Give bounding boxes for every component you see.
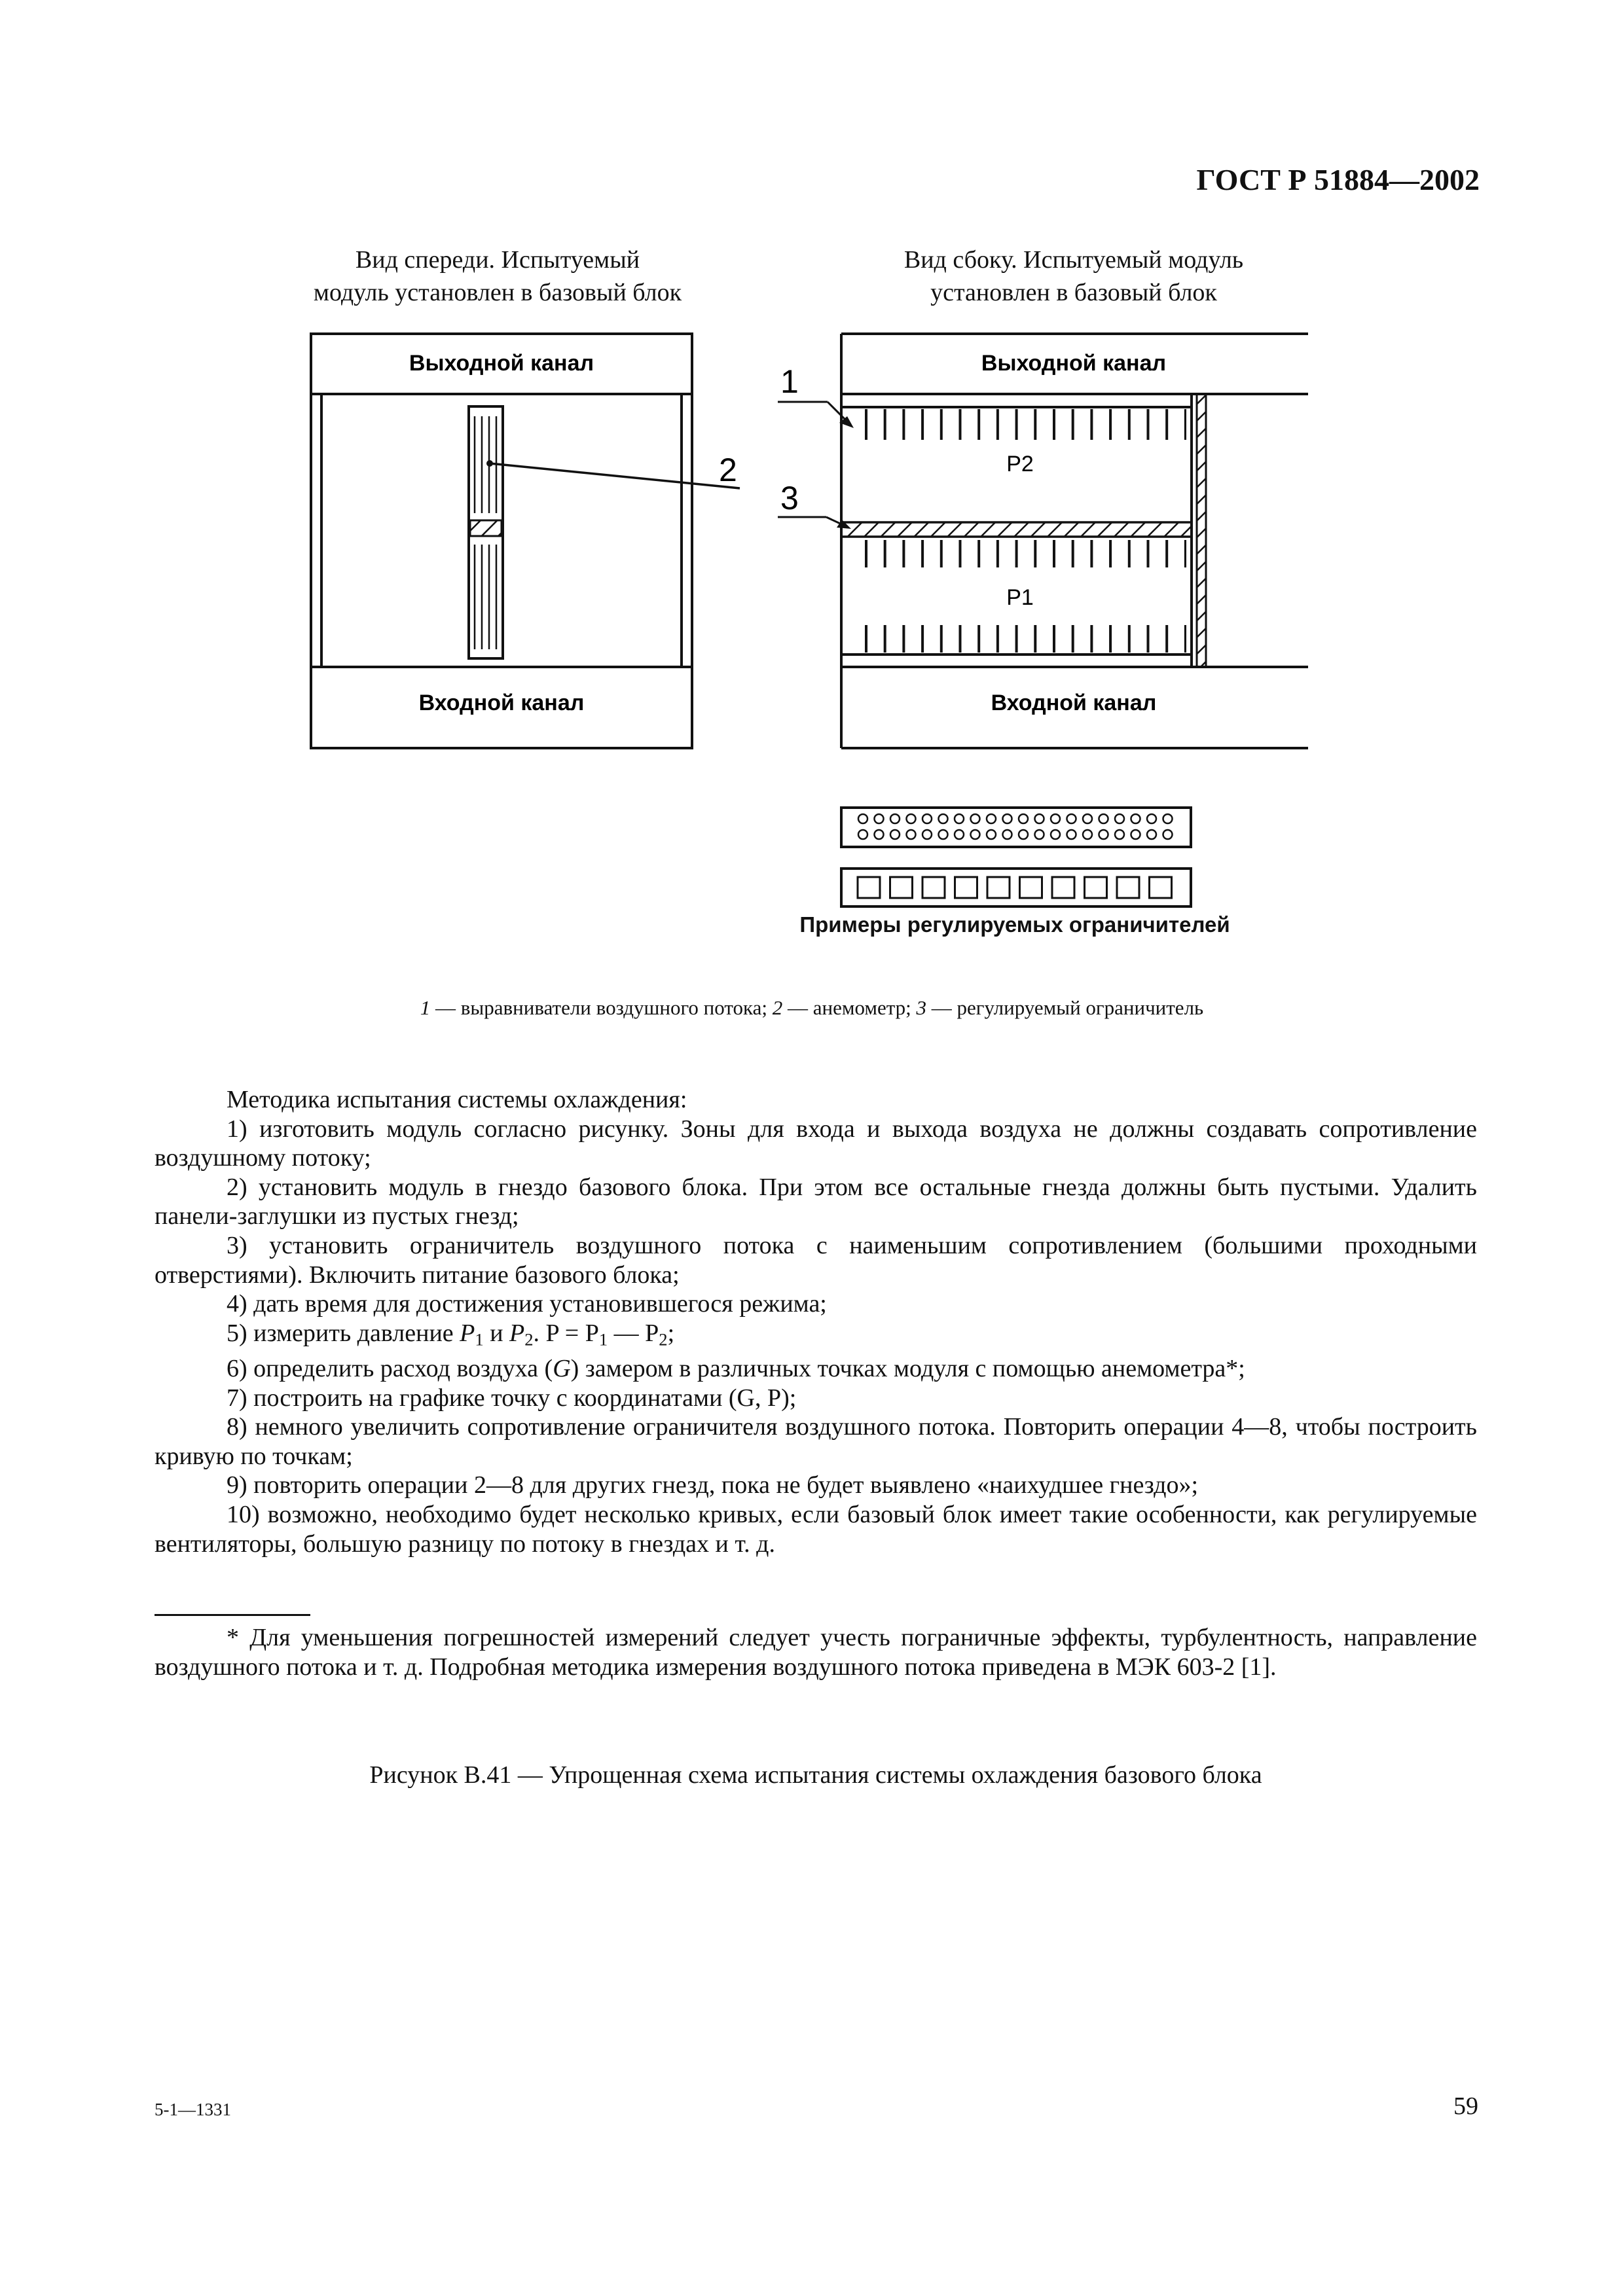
- pressure-p1-label: P1: [1006, 585, 1034, 610]
- method-step-7: 7) построить на графике точку с координатами (G, P);: [227, 1384, 797, 1412]
- front-view-caption-line2: модуль установлен в базовый блок: [313, 279, 682, 306]
- test-method: [155, 1085, 1477, 1558]
- rear-panel-hatch: [1197, 394, 1206, 667]
- method-step-2: 2) установить модуль в гнездо базового блока. При этом все остальные гнезда должны быть пустыми. Удалить панели-заглушки из пустых гнезд;: [155, 1173, 1477, 1230]
- legend-num-3: 3: [916, 996, 927, 1019]
- side-view-caption-line1: Вид сбоку. Испытуемый модуль: [903, 246, 1244, 274]
- legend-num-2: 2: [772, 996, 783, 1019]
- figure-caption: Рисунок В.41 — Упрощенная схема испытания системы охлаждения базового блока: [369, 1761, 1262, 1789]
- front-output-channel-label: Выходной канал: [409, 351, 594, 376]
- callout-1: 1: [780, 363, 799, 400]
- legend-text-1: — выравниватели воздушного потока;: [430, 996, 773, 1019]
- front-limiter-hatch: [470, 520, 501, 536]
- leader-line-2: [490, 463, 740, 488]
- side-input-channel-label: Входной канал: [991, 691, 1157, 715]
- method-step-5: 5) измерить давление $P_1$ и $P_2$. $P = P_1$ — $P_2$;: [227, 1319, 675, 1350]
- pressure-p2-label: P2: [1006, 452, 1034, 476]
- method-step-8: 8) немного увеличить сопротивление ограничителя воздушного потока. Повторить операции 4—8, чтобы построить кривую по точкам;: [155, 1413, 1477, 1470]
- method-title: Методика испытания системы охлаждения:: [227, 1086, 687, 1113]
- footnote-separator: [155, 1614, 310, 1616]
- side-output-channel-label: Выходной канал: [981, 351, 1167, 376]
- legend-text-3: — регулируемый ограничитель: [926, 996, 1204, 1019]
- adjustable-limiter: [841, 522, 1192, 537]
- method-step-4: 4) дать время для достижения установившегося режима;: [227, 1290, 827, 1318]
- front-view: [311, 334, 740, 748]
- standard-number: ГОСТ Р 51884—2002: [1196, 163, 1480, 196]
- footnote: * Для уменьшения погрешностей измерений следует учесть пограничные эффекты, турбулентность, направление воздушного потока и т. д. Подробная методика измерения воздушного потока приведена в МЭК 603-2 [1].: [155, 1624, 1477, 1681]
- print-code: 5-1—1331: [155, 2100, 231, 2119]
- callout-3: 3: [780, 480, 799, 516]
- side-view-caption-line2: установлен в базовый блок: [930, 279, 1217, 306]
- callout-2: 2: [719, 452, 737, 488]
- front-module: [469, 406, 503, 658]
- straightener-top: [851, 409, 1186, 440]
- limiter-examples: [841, 808, 1191, 906]
- method-step-1: 1) изготовить модуль согласно рисунку. Зоны для входа и выхода воздуха не должны создавать сопротивление воздушному потоку;: [155, 1115, 1477, 1172]
- method-step-9: 9) повторить операции 2—8 для других гнезд, пока не будет выявлено «наихудшее гнездо»;: [227, 1471, 1199, 1499]
- method-step-10: 10) возможно, необходимо будет несколько кривых, если базовый блок имеет такие особенности, как регулируемые вентиляторы, большую разницу по потоку в гнездах и т. д.: [155, 1500, 1477, 1558]
- cooling-test-diagram: [0, 0, 1623, 982]
- front-view-caption-line1: Вид спереди. Испытуемый: [355, 246, 640, 274]
- page-number: 59: [1453, 2092, 1478, 2120]
- figure-legend: [196, 996, 1427, 1020]
- straightener-middle: [851, 540, 1186, 567]
- legend-num-1: 1: [420, 996, 431, 1019]
- straightener-bottom: [851, 625, 1186, 653]
- method-step-6: 6) определить расход воздуха (G) замером в различных точках модуля с помощью анемометра*;: [227, 1354, 1245, 1382]
- method-step-3: 3) установить ограничитель воздушного потока с наименьшим сопротивлением (большими проходными отверстиями). Включить питание базового блока;: [155, 1231, 1477, 1289]
- limiters-caption: Примеры регулируемых ограничителей: [799, 912, 1230, 937]
- front-input-channel-label: Входной канал: [418, 691, 585, 715]
- side-view: [778, 334, 1308, 748]
- legend-text-2: — анемометр;: [782, 996, 917, 1019]
